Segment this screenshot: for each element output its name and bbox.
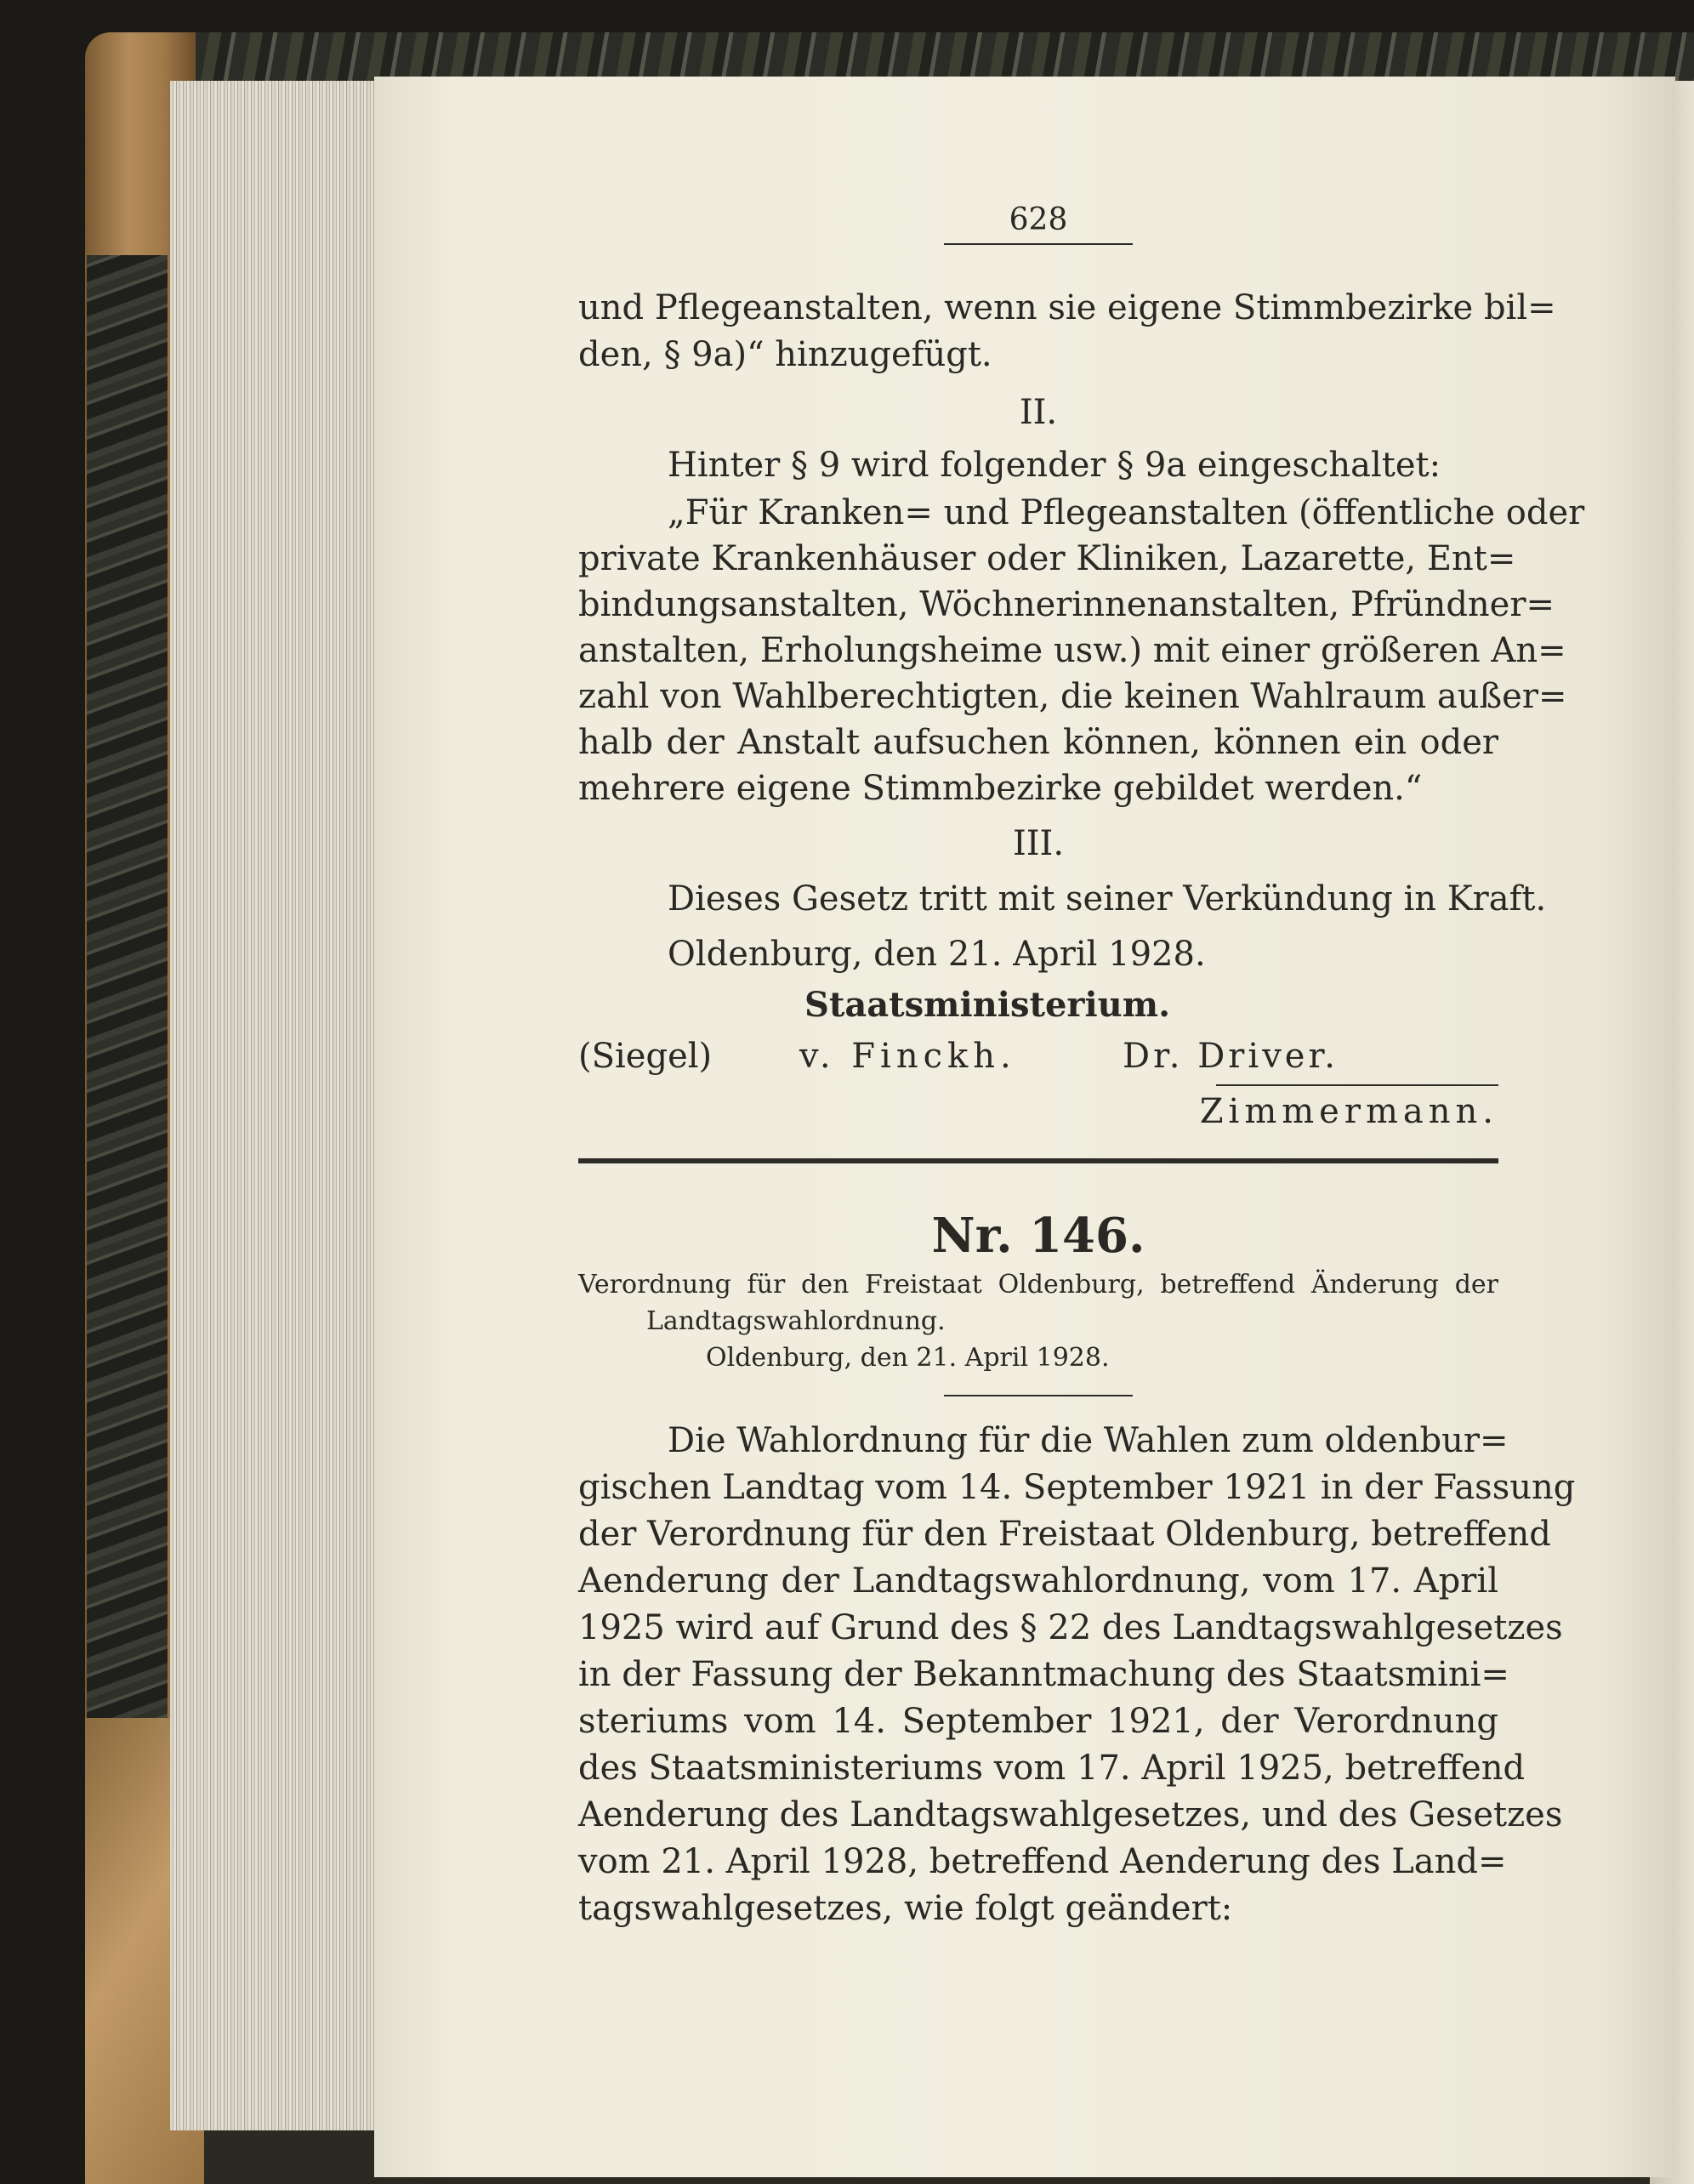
date-line: Oldenburg, den 21. April 1928. [668,935,1206,974]
seal-note: (Siegel) [578,1037,713,1076]
quote-line-7: mehrere eigene Stimmbezirke gebildet werden.“ [578,769,1423,808]
quote-line-5: zahl von Wahlberechtigten, die keinen Wahlraum außer= [578,677,1567,716]
ordinance-date: Oldenburg, den 21. April 1928. [706,1343,1110,1373]
para1-line-2: den, § 9a)“ hinzugefügt. [578,335,992,374]
quote-line-6: halb der Anstalt aufsuchen können, können ein oder [578,723,1498,762]
ordinance-number-text: Nr. 146. [931,1208,1145,1264]
body-line-3: der Verordnung für den Freistaat Oldenburg, betreffend [578,1515,1551,1554]
body-line-11: tagswahlgesetzes, wie folgt geändert: [578,1889,1233,1928]
ordinance-title-line-1: Verordnung für den Freistaat Oldenburg, betreffend Änderung der [578,1270,1498,1300]
body-line-2: gischen Landtag vom 14. September 1921 in der Fassung [578,1468,1576,1507]
signature-driver: Dr. Driver. [1123,1037,1339,1076]
body-line-9: Aenderung des Landtagswahlgesetzes, und des Gesetzes [578,1795,1563,1834]
signature-finckh: v. Finckh. [799,1037,1016,1076]
body-line-10: vom 21. April 1928, betreffend Aenderung des Land= [578,1842,1507,1881]
para1-line-1: und Pflegeanstalten, wenn sie eigene Stimmbezirke bil= [578,288,1556,327]
section-divider [578,1158,1498,1163]
signature-rule [1216,1084,1498,1086]
ordinance-rule [944,1395,1133,1396]
body-line-7: steriums vom 14. September 1921, der Verordnung [578,1702,1498,1741]
body-line-8: des Staatsministeriums vom 17. April 1925, betreffend [578,1749,1526,1788]
para3: Dieses Gesetz tritt mit seiner Verkündung in Kraft. [668,879,1547,919]
body-line-4: Aenderung der Landtagswahlordnung, vom 17. April [578,1561,1498,1601]
quote-line-3: bindungsanstalten, Wöchnerinnenanstalten, Pfründner= [578,585,1555,624]
quote-line-1: „Für Kranken= und Pflegeanstalten (öffentliche oder [668,493,1585,532]
ministry-name: Staatsministerium. [804,985,1171,1025]
body-line-6: in der Fassung der Bekanntmachung des Staatsmini= [578,1655,1509,1694]
page-edges [170,81,383,2130]
section-heading-ii: II. [1019,393,1058,432]
quote-line-2: private Krankenhäuser oder Kliniken, Lazarette, Ent= [578,539,1516,578]
marbled-spine-panel [87,255,168,1743]
quote-line-4: anstalten, Erholungsheime usw.) mit einer größeren An= [578,631,1566,670]
page-number-rule [944,243,1133,245]
signature-zimmermann: Zimmermann. [1199,1092,1498,1131]
para2-intro: Hinter § 9 wird folgender § 9a eingeschaltet: [668,446,1441,485]
body-line-1: Die Wahlordnung für die Wahlen zum oldenbur= [668,1421,1509,1460]
section-heading-iii: III. [1012,824,1065,863]
page-number: 628 [1009,202,1068,237]
body-line-5: 1925 wird auf Grund des § 22 des Landtagswahlgesetzes [578,1608,1563,1647]
ordinance-title-line-2: Landtagswahlordnung. [646,1306,946,1336]
ordinance-number [578,1208,1498,1264]
